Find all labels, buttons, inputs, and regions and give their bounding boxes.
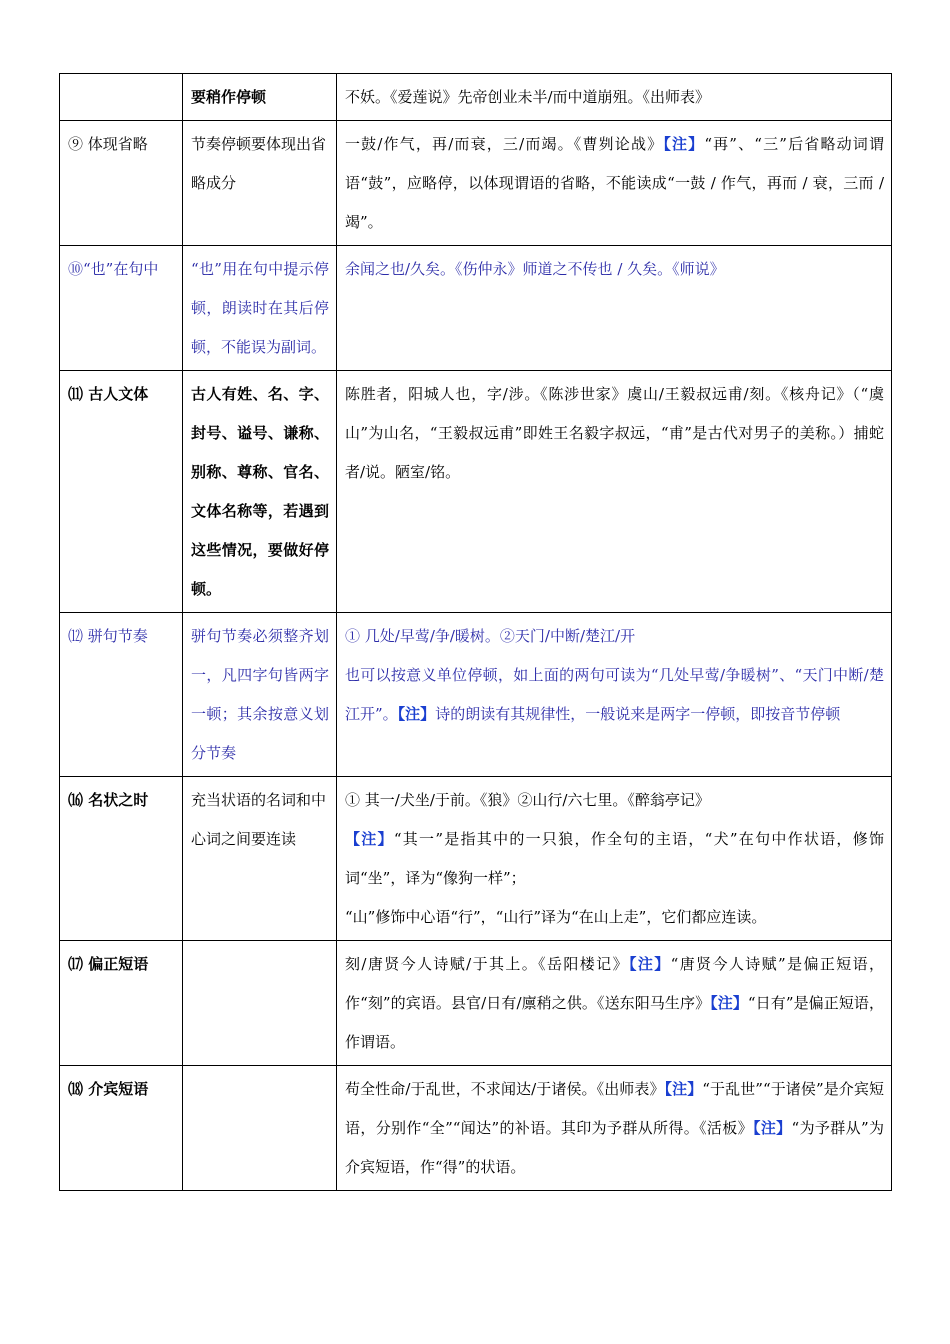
category-cell: ⒄ 偏正短语 [60, 941, 183, 1066]
rule-cell: 充当状语的名词和中心词之间要连读 [183, 777, 337, 941]
rhythm-pause-table [59, 73, 892, 1191]
example-line: ① 几处/早莺/争/暖树。②天门/中断/楚江/开 [345, 627, 636, 645]
note-text: “唐贤今人诗赋”是偏正短语，作“刻”的宾语。县官/日有/廪稍之供。《送东阳马生序》 [345, 955, 885, 1012]
note-label: 【注】 [397, 705, 436, 723]
example-text: 也可以按意义单位停顿，如上面的两句可读为“几处早莺/争暖树”、“天门中断/楚江开”。 [345, 666, 884, 723]
table-row [60, 1066, 892, 1191]
note-text: “其一”是指其中的一只狼，作全句的主语，“犬”在句中作状语，修饰词“坐”，译为“像狗一样”； [345, 830, 884, 887]
example-cell [337, 121, 892, 246]
category-cell: ⑩“也”在句中 [60, 246, 183, 371]
note-label: 【注】 [664, 1080, 703, 1098]
note-label: 【注】 [752, 1119, 792, 1137]
table-row [60, 777, 892, 941]
example-cell [337, 371, 892, 613]
example-text: 一鼓/作气，再/而衰，三/而竭。《曹刿论战》 [345, 135, 664, 153]
category-cell: ⑿ 骈句节奏 [60, 613, 183, 777]
rule-cell: 要稍作停顿 [183, 74, 337, 121]
table-row [60, 74, 892, 121]
note-text: “为予群从”为介宾短语，作“得”的状语。 [345, 1119, 884, 1176]
rule-cell [183, 941, 337, 1066]
note-label: 【注】 [710, 994, 748, 1012]
table-row [60, 246, 892, 371]
note-text: “于乱世”“于诸侯”是介宾短语，分别作“全”“闻达”的补语。其印为予群从所得。《活板》 [345, 1080, 884, 1137]
rule-cell: 骈句节奏必须整齐划一，凡四字句皆两字一顿；其余按意义划分节奏 [183, 613, 337, 777]
note-text: 诗的朗读有其规律性，一般说来是两字一停顿，即按音节停顿 [435, 705, 841, 723]
category-cell: ⒃ 名状之时 [60, 777, 183, 941]
category-cell [60, 74, 183, 121]
rule-cell: 节奏停顿要体现出省略成分 [183, 121, 337, 246]
table-row [60, 371, 892, 613]
example-text: 刻/唐贤今人诗赋/于其上。《岳阳楼记》 [345, 955, 629, 973]
example-text: 不妖。《爱莲说》先帝创业未半/而中道崩殂。《出师表》 [345, 88, 711, 106]
note-label: 【注】 [663, 135, 705, 153]
category-cell: ⑾ 古人文体 [60, 371, 183, 613]
example-cell [337, 246, 892, 371]
rule-cell [183, 1066, 337, 1191]
example-text: 陈胜者，阳城人也，字/涉。《陈涉世家》虞山/王毅叔远甫/刻。《核舟记》（“虞山”为山名，“王毅叔远甫”即姓王名毅字叔远，“甫”是古代对男子的美称。）捕蛇者/说。陋室/铭。 [345, 385, 884, 481]
table-row [60, 613, 892, 777]
example-cell [337, 1066, 892, 1191]
rule-cell: 古人有姓、名、字、封号、谥号、谦称、别称、尊称、官名、文体名称等，若遇到这些情况，要做好停顿。 [183, 371, 337, 613]
note-label: 【注】 [345, 830, 394, 848]
rule-cell: “也”用在句中提示停顿，朗读时在其后停顿，不能误为副词。 [183, 246, 337, 371]
note-label: 【注】 [628, 955, 671, 973]
example-cell [337, 74, 892, 121]
table-row [60, 121, 892, 246]
table-row [60, 941, 892, 1066]
example-cell [337, 941, 892, 1066]
note-text: “日有”是偏正短语，作谓语。 [345, 994, 884, 1051]
example-cell [337, 777, 892, 941]
note-text: “再”、“三”后省略动词谓语“鼓”，应略停，以体现谓语的省略，不能读成“一鼓 / 作气，再而 / 衰，三而 / 竭”。 [345, 135, 884, 231]
category-cell: ⒅ 介宾短语 [60, 1066, 183, 1191]
example-cell [337, 613, 892, 777]
category-cell: ⑨ 体现省略 [60, 121, 183, 246]
note-text-line: “山”修饰中心语“行”，“山行”译为“在山上走”，它们都应连读。 [345, 908, 767, 926]
example-line: ① 其一/犬坐/于前。《狼》②山行/六七里。《醉翁亭记》 [345, 791, 710, 809]
example-text: 苟全性命/于乱世，不求闻达/于诸侯。《出师表》 [345, 1080, 665, 1098]
example-text: 余闻之也/久矣。《伤仲永》师道之不传也 / 久矣。《师说》 [345, 260, 725, 278]
